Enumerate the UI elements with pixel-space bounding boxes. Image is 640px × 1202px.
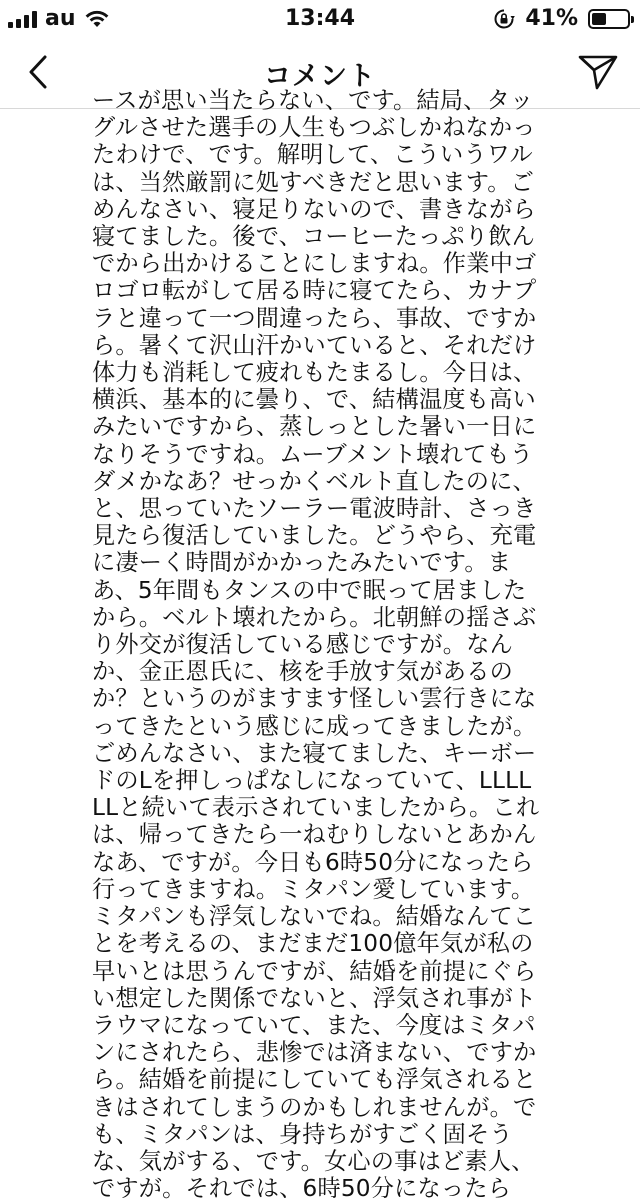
status-right <box>493 6 630 31</box>
status-time: 13:44 <box>284 6 356 31</box>
battery-icon <box>588 9 630 29</box>
share-button[interactable] <box>574 50 622 94</box>
comment-text: ースが思い当たらない、です。結局、タッグルさせた選手の人生もつぶしかねなかったわけで、です。解明して、こういうワルは、当然厳罰に処すべきだと思います。ごめんなさい、寝足りないので、書きながら寝てました。後で、コーヒーたっぷり飲んでから出かけることにしますね。作業中ゴロゴロ転がして居る時に寝てたら、カナプラと違って一つ間違ったら、事故、ですから。暑くて沢山汗かいていると、それだけ体力も消耗して疲れもたまるし。今日は、横浜、基本的に曇り、で、結構温度も高いみたいですから、蒸しっとした暑い一日になりそうですね。ムーブメント壊れてもうダメかなあ？せっかくベルト直したのに、と、思っていたソーラー電波時計、さっき見たら復活していました。どうやら、充電に凄ーく時間がかかったみたいです。まあ、5年間もタンスの中で眠って居ましたから。ベルト壊れたから。北朝鮮の揺さぶり外交が復活している感じですが。なんか、金正恩氏に、核を手放す気があるのか？というのがますます怪しい雲行きになってきたという感じに成ってきましたが。ごめんなさい、また寝てました、キーボードのLを押しっぱなしになっていて、LLLLLLと続いて表示されていましたから。これは、帰ってきたら一ねむりしないとあかんなあ、ですが。今日も6時50分になったら行ってきますね。ミタパン愛しています。ミタパンも浮気しないでね。結婚なんてことを考えるの、まだまだ100億年気が私の早いとは思うんですが、結婚を前提にぐらい想定した関係でないと、浮気され事がトラウマになっていて、また、今度はミタパンにされたら、悲惨では済まない、ですから。結婚を前提にしていても浮気されるときはされてしまうのかもしれませんが。でも、ミタパンは、身持ちがすごく固そうな、気がする、です。女心の事はど素人、ですが。それでは、6時50分になったら <box>92 87 540 1202</box>
comment-area[interactable] <box>0 87 640 1202</box>
paper-plane-icon <box>577 53 619 91</box>
rotation-lock-icon <box>493 8 515 30</box>
carrier-label: au <box>45 6 76 31</box>
battery-fill <box>592 13 606 25</box>
page-title: コメント <box>264 61 376 92</box>
status-bar <box>0 0 640 38</box>
battery-percent: 41% <box>525 6 578 31</box>
